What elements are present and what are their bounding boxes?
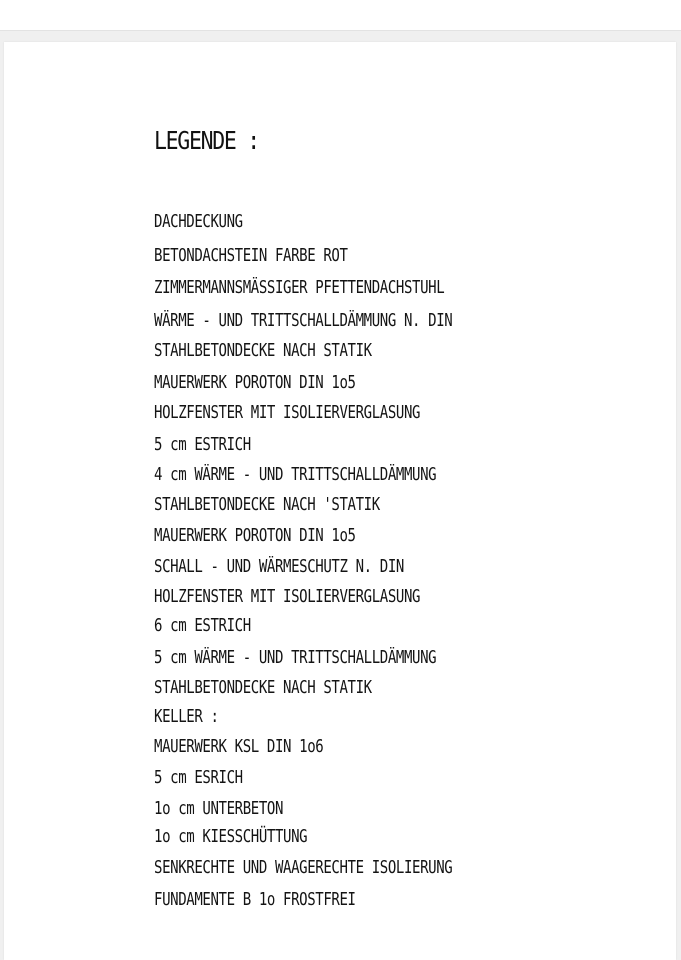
legend-line: 1o cm UNTERBETON xyxy=(154,798,284,819)
legend-line: 5 cm ESRICH xyxy=(154,767,243,788)
legend-line: FUNDAMENTE B 1o FROSTFREI xyxy=(154,889,356,910)
legend-line: WÄRME - UND TRITTSCHALLDÄMMUNG N. DIN xyxy=(154,310,453,331)
legend-line: STAHLBETONDECKE NACH 'STATIK xyxy=(154,494,380,515)
legend-line: HOLZFENSTER MIT ISOLIERVERGLASUNG xyxy=(154,402,421,423)
legend-line: DACHDECKUNG xyxy=(154,211,243,232)
legend-line: 5 cm WÄRME - UND TRITTSCHALLDÄMMUNG xyxy=(154,647,437,668)
legend-line: 4 cm WÄRME - UND TRITTSCHALLDÄMMUNG xyxy=(154,464,437,485)
legend-line: MAUERWERK KSL DIN 1o6 xyxy=(154,736,324,757)
legend-line: KELLER : xyxy=(154,706,219,727)
viewer-gap xyxy=(0,31,681,42)
legend-line: 6 cm ESTRICH xyxy=(154,615,251,636)
legend-line: STAHLBETONDECKE NACH STATIK xyxy=(154,340,372,361)
legend-title: LEGENDE : xyxy=(154,126,259,155)
top-toolbar-strip xyxy=(0,0,681,31)
legend-line: BETONDACHSTEIN FARBE ROT xyxy=(154,245,348,266)
legend-line: SCHALL - UND WÄRMESCHUTZ N. DIN xyxy=(154,556,404,577)
legend-line: MAUERWERK POROTON DIN 1o5 xyxy=(154,372,356,393)
legend-line: 1o cm KIESSCHÜTTUNG xyxy=(154,826,308,847)
legend-line: 5 cm ESTRICH xyxy=(154,434,251,455)
legend-line: ZIMMERMANNSMÄSSIGER PFETTENDACHSTUHL xyxy=(154,277,445,298)
legend-line: HOLZFENSTER MIT ISOLIERVERGLASUNG xyxy=(154,586,421,607)
legend-line: MAUERWERK POROTON DIN 1o5 xyxy=(154,525,356,546)
legend-line: SENKRECHTE UND WAAGERECHTE ISOLIERUNG xyxy=(154,857,453,878)
legend-line: STAHLBETONDECKE NACH STATIK xyxy=(154,677,372,698)
